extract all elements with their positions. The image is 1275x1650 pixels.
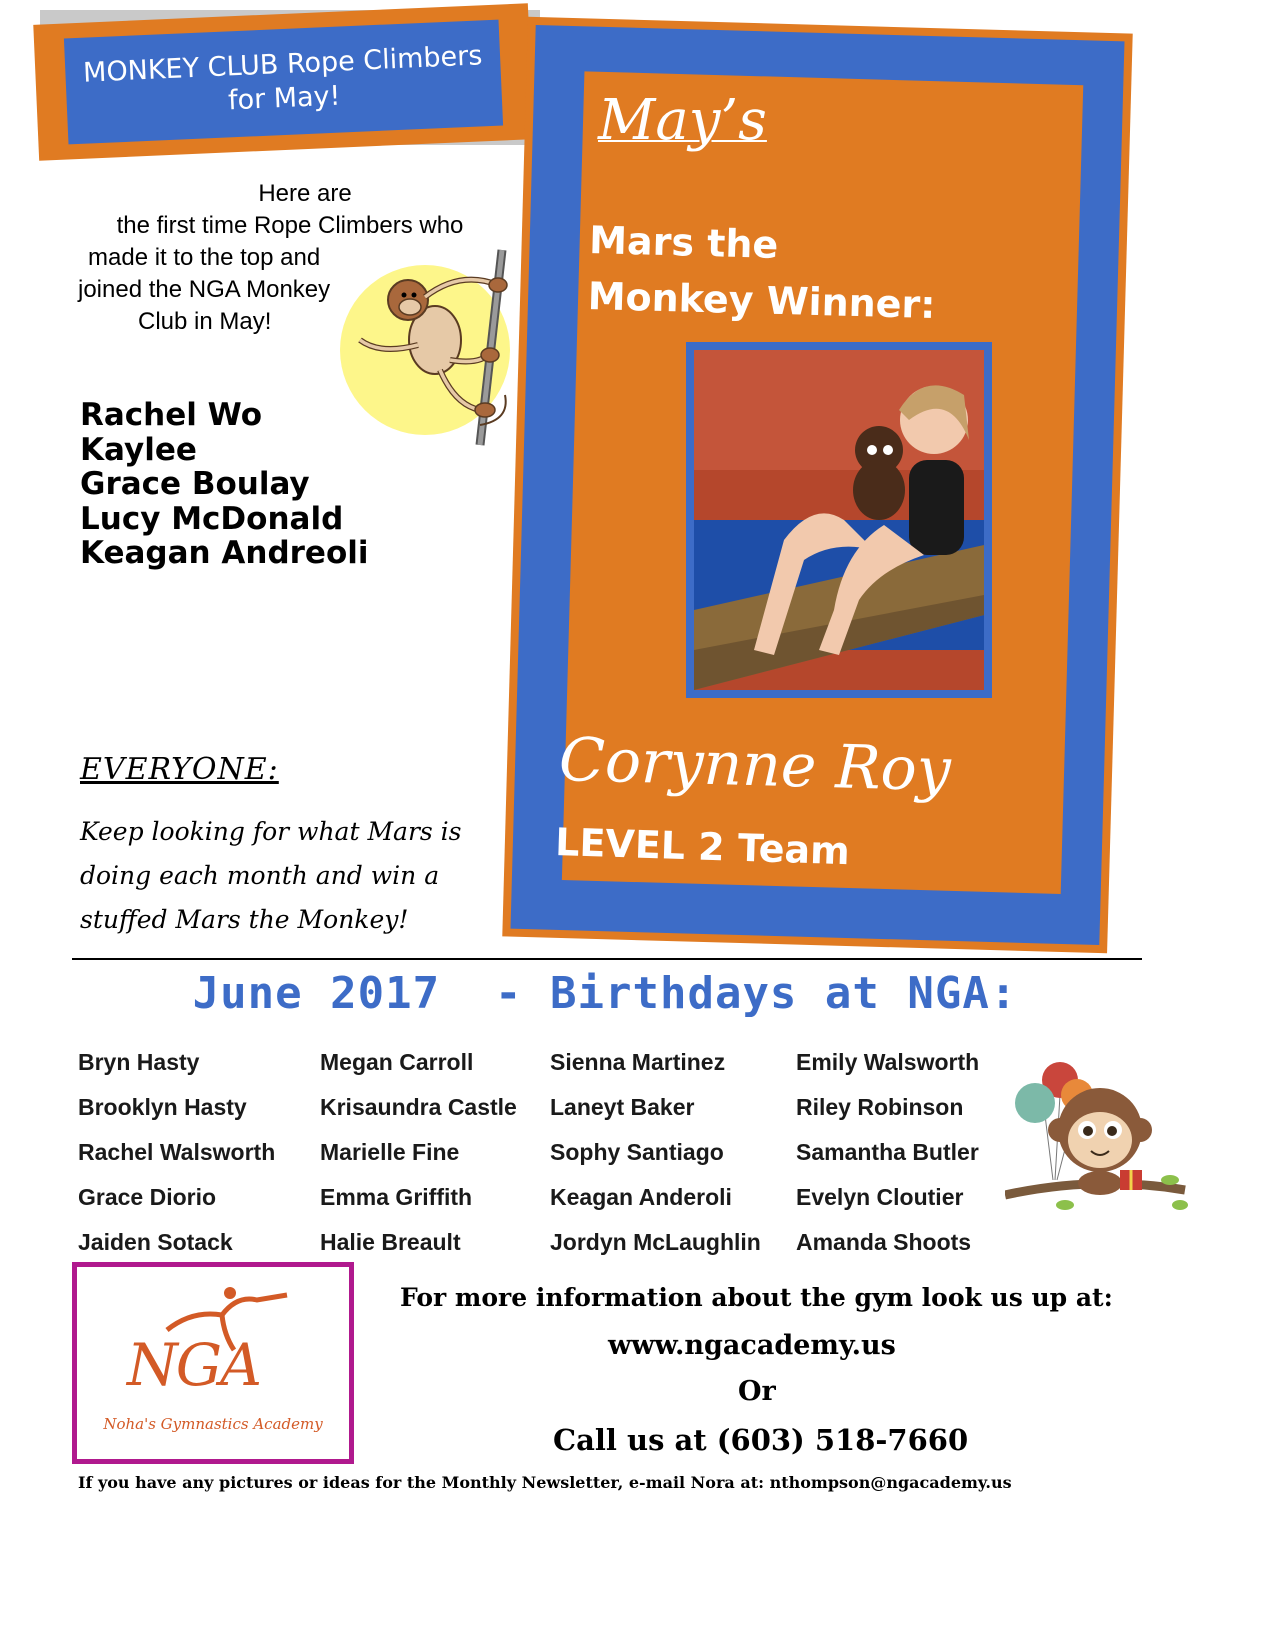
- intro-line: Club in May!: [138, 308, 272, 335]
- birthday-name: Halie Breault: [320, 1229, 461, 1255]
- birthday-name: Marielle Fine: [320, 1139, 460, 1165]
- birthday-name: Sienna Martinez: [550, 1049, 726, 1075]
- birthday-name: Megan Carroll: [320, 1049, 474, 1075]
- winner-name: Corynne Roy: [558, 725, 952, 806]
- intro-line: the first time Rope Climbers who: [116, 212, 464, 239]
- club-title: MONKEY CLUB Rope Climbers for May!: [82, 40, 483, 117]
- birthday-name: Krisaundra Castle: [320, 1094, 517, 1120]
- intro-line: joined the NGA Monkey: [78, 276, 331, 303]
- nga-logo: [72, 1262, 354, 1464]
- birthday-name: Evelyn Cloutier: [796, 1184, 964, 1210]
- birthday-name: Emma Griffith: [320, 1184, 473, 1210]
- phone-line: Call us at (603) 518-7660: [553, 1423, 969, 1457]
- birthday-column: [550, 1040, 761, 1265]
- or-text: Or: [738, 1376, 776, 1407]
- footer-note: If you have any pictures or ideas for the Monthly Newsletter, e-mail Nora at: nthompson@ngacademy.us: [78, 1473, 1012, 1492]
- birthday-name: Riley Robinson: [796, 1094, 964, 1120]
- climber-name: Rachel Wo: [80, 397, 263, 433]
- intro-line: made it to the top and: [88, 244, 321, 271]
- winner-title: [587, 212, 938, 333]
- climber-name: Grace Boulay: [80, 466, 310, 502]
- birthday-name: Brooklyn Hasty: [78, 1094, 247, 1120]
- winner-title-line: Monkey Winner:: [587, 273, 937, 328]
- logo-letters: NGA: [127, 1331, 260, 1399]
- birthday-name: Emily Walsworth: [796, 1049, 980, 1075]
- birthdays-title: June 2017 - Birthdays at NGA:: [192, 968, 1018, 1019]
- winner-level: LEVEL 2 Team: [554, 820, 851, 874]
- birthday-name: Bryn Hasty: [78, 1049, 200, 1075]
- birthday-column: [796, 1040, 979, 1265]
- winner-title-line: Mars the: [588, 217, 779, 267]
- logo-subtitle: Noha's Gymnastics Academy: [103, 1415, 323, 1433]
- website-link[interactable]: www.ngacademy.us: [608, 1330, 896, 1361]
- birthday-name: Sophy Santiago: [550, 1139, 724, 1165]
- balloon-monkey-illustration: [1005, 1055, 1195, 1235]
- info-line: For more information about the gym look us up at:: [400, 1283, 1113, 1312]
- climber-name: Keagan Andreoli: [80, 535, 369, 571]
- club-banner: [33, 3, 533, 160]
- club-banner-inner: [64, 20, 503, 145]
- everyone-text: Keep looking for what Mars is doing each month and win a stuffed Mars the Monkey!: [80, 817, 462, 934]
- climber-name: Kaylee: [80, 431, 197, 468]
- birthday-name: Jaiden Sotack: [78, 1229, 233, 1255]
- winner-month: May’s: [598, 88, 767, 153]
- birthday-name: Grace Diorio: [78, 1184, 217, 1210]
- winner-photo-frame: [686, 342, 992, 698]
- birthday-column: [320, 1040, 517, 1265]
- intro-line: Here are: [258, 180, 352, 207]
- birthday-name: Samantha Butler: [796, 1139, 979, 1165]
- birthday-name: Laneyt Baker: [550, 1094, 695, 1120]
- winner-photo: [694, 350, 984, 690]
- everyone-heading: EVERYONE:: [80, 752, 279, 787]
- climbers-list: [80, 398, 369, 571]
- birthday-column: [78, 1040, 275, 1265]
- birthday-name: Amanda Shoots: [796, 1229, 972, 1255]
- section-divider: [72, 958, 1142, 960]
- climber-name: Lucy McDonald: [80, 500, 344, 537]
- birthday-name: Rachel Walsworth: [78, 1139, 276, 1165]
- birthday-name: Keagan Anderoli: [550, 1184, 732, 1210]
- birthday-name: Jordyn McLaughlin: [550, 1229, 761, 1255]
